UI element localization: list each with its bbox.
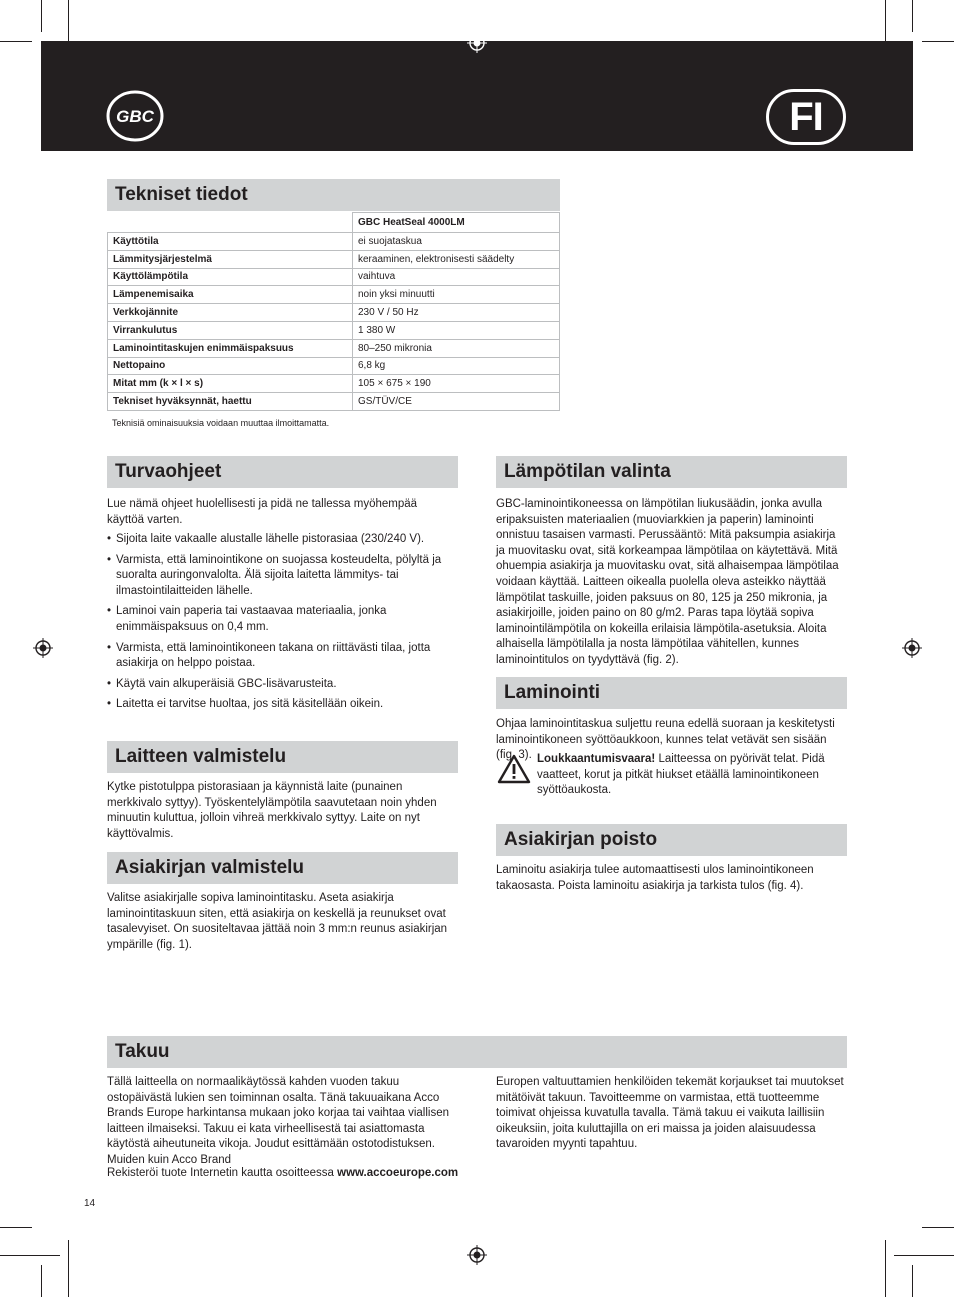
registration-mark-icon <box>467 33 487 53</box>
warning-label: Loukkaantumisvaara! <box>537 753 656 765</box>
laminating-text: Ohjaa laminointitaskua suljettu reuna edellä suoraan ja keskitetysti laminointikoneen syöttöaukkoon, kunnes telat vetävät sen sisään (fig. 3). <box>496 718 835 762</box>
registration-mark-icon <box>902 638 922 658</box>
section-title-device-prep: Laitteen valmistelu <box>107 741 458 773</box>
spec-label: Lämmitysjärjestelmä <box>108 250 353 268</box>
temperature-text: GBC-laminointikoneessa on lämpötilan liukusäädin, jonka avulla eripaksuisten materiaalien (muoviarkkien ja paperin) laminointi onnistuu tasaisen varmasti. Perussääntö: Mitä paksumpia asiakirja ja muovitasku ovat, sitä korkeampaa lämpötilaa on käytettävä. Mitä ohuempia asiakirja ja muovitasku ovat, sitä alhaisempaa lämpötilaa voidaan käyttää. Laitteen oikealla puolella oleva asteikko näyttää lämpötilat taskuille, joiden paksuus on 80, 125 ja 250 mikronia, ja asiakirjoille, joiden paino on 80 g/m2. Paras tapa löytää sopiva laminointilämpötila on kokeilla erilaisia lämpötila-asetuksia. Aloita alhaisella lämpötilalla ja nosta lämpötilaa vähitellen, kunnes laminointitulos on tyydyttävä (fig. 2). <box>496 498 839 666</box>
table-row <box>108 321 560 339</box>
section-title-safety: Turvaohjeet <box>107 456 458 488</box>
list-item: • Käytä vain alkuperäisiä GBC-lisävarusteita. <box>107 677 463 693</box>
registration-mark-icon <box>33 638 53 658</box>
table-row <box>108 339 560 357</box>
crop-mark <box>885 1240 886 1297</box>
crop-mark <box>894 1255 954 1256</box>
crop-mark <box>41 0 42 32</box>
crop-mark <box>912 1265 913 1297</box>
spec-table <box>107 212 560 411</box>
spec-value: keraaminen, elektronisesti säädelty <box>353 250 560 268</box>
spec-label: Käyttötila <box>108 233 353 251</box>
warranty-text-right: Europen valtuuttamien henkilöiden tekemät korjaukset tai muutokset mitätöivät takuun. Tavoitteemme on varmistaa, että tuotteemme toimivat ohjeissa kuvatulla tavalla. Tämä takuu ei vaikuta laillisiin oikeuksiin, joita kuluttajilla on eri maissa ja joiden alaisuudessa tavaroiden myynti tapahtuu. <box>496 1076 844 1151</box>
section-title-temperature: Lämpötilan valinta <box>496 456 847 488</box>
spec-label: Nettopaino <box>108 357 353 375</box>
list-item: • Sijoita laite vakaalle alustalle lähelle pistorasiaa (230/240 V). <box>107 532 463 548</box>
language-badge: FI <box>766 89 846 145</box>
table-header-empty <box>108 213 353 233</box>
section-title-laminating: Laminointi <box>496 677 847 709</box>
spec-value: 80–250 mikronia <box>353 339 560 357</box>
page-number: 14 <box>84 1198 96 1209</box>
list-item: • Laminoi vain paperia tai vastaavaa materiaalia, jonka enimmäispaksuus on 0,4 mm. <box>107 604 463 635</box>
warranty-register <box>107 1166 467 1182</box>
list-item: • Laitetta ei tarvitse huoltaa, jos sitä käsitellään oikein. <box>107 697 463 713</box>
safety-list <box>107 532 463 718</box>
spec-label: Mitat mm (k × l × s) <box>108 375 353 393</box>
table-row <box>108 357 560 375</box>
spec-label: Käyttölämpötila <box>108 268 353 286</box>
spec-value: ei suojataskua <box>353 233 560 251</box>
spec-label: Tekniset hyväksynnät, haettu <box>108 393 353 411</box>
logo-text: GBC <box>116 107 154 126</box>
doc-prep-text: Valitse asiakirjalle sopiva laminointitasku. Aseta asiakirja laminointitaskuun siten, että asiakirja on keskellä ja reunukset ovat tasalevyiset. On suositeltavaa jättää noin 3 mm:n reunus asiakirjan ympärille (fig. 1). <box>107 892 448 951</box>
crop-mark <box>922 41 954 42</box>
table-header-row <box>108 213 560 233</box>
warning-triangle-icon <box>497 754 531 784</box>
safety-intro: Lue nämä ohjeet huolellisesti ja pidä ne tallessa myöhempää käyttöä varten. <box>107 498 418 526</box>
warning-text: Laitteessa on pyörivät telat. Pidä vaatteet, korut ja pitkät hiukset etäällä laminointikoneen syöttöaukosta. <box>537 753 825 797</box>
table-row <box>108 250 560 268</box>
section-title-doc-prep: Asiakirjan valmistelu <box>107 852 458 884</box>
spec-value: 1 380 W <box>353 321 560 339</box>
table-header-product: GBC HeatSeal 4000LM <box>353 213 560 233</box>
spec-label: Laminointitaskujen enimmäispaksuus <box>108 339 353 357</box>
table-row <box>108 393 560 411</box>
section-title-warranty: Takuu <box>107 1036 847 1068</box>
spec-value: 6,8 kg <box>353 357 560 375</box>
section-title-removal: Asiakirjan poisto <box>496 824 847 856</box>
table-row <box>108 286 560 304</box>
crop-mark <box>41 1265 42 1297</box>
crop-mark <box>912 0 913 32</box>
device-prep-text: Kytke pistotulppa pistorasiaan ja käynnistä laite (punainen merkkivalo syttyy). Työskentelylämpötila saavutetaan noin yhden minuutin kuluttua, jolloin vihreä merkkivalo syttyy. Laite on nyt käyttövalmis. <box>107 781 437 840</box>
crop-mark <box>0 1255 60 1256</box>
spec-value: 230 V / 50 Hz <box>353 304 560 322</box>
register-link[interactable]: www.accoeurope.com <box>337 1167 459 1179</box>
laminating-warning <box>537 752 846 799</box>
spec-value: vaihtuva <box>353 268 560 286</box>
registration-mark-icon <box>467 1245 487 1265</box>
spec-value: 105 × 675 × 190 <box>353 375 560 393</box>
register-text: Rekisteröi tuote Internetin kautta osoitteessa <box>107 1167 338 1179</box>
spec-label: Verkkojännite <box>108 304 353 322</box>
spec-label: Virrankulutus <box>108 321 353 339</box>
spec-label: Lämpenemisaika <box>108 286 353 304</box>
table-row <box>108 233 560 251</box>
crop-mark <box>0 1227 32 1228</box>
crop-mark <box>922 1227 954 1228</box>
table-row <box>108 304 560 322</box>
spec-note: Teknisiä ominaisuuksia voidaan muuttaa ilmoittamatta. <box>112 418 330 428</box>
warranty-text-left: Tällä laitteella on normaalikäytössä kahden vuoden takuu ostopäivästä lukien sen toiminnan osalta. Tänä takuuaikana Acco Brands Europe harkintansa mukaan joko korjaa tai vaihtaa viallisen laitteen ilmaiseksi. Takuu ei kata virheellisestä tai asiattomasta käytöstä aiheutuneita vikoja. Joudut esittämään ostotodistuksen. Muiden kuin Acco Brand <box>107 1076 450 1166</box>
table-row <box>108 268 560 286</box>
list-item: • Varmista, että laminointikoneen takana on riittävästi tilaa, jotta asiakirja on helppo poistaa. <box>107 641 463 672</box>
spec-value: noin yksi minuutti <box>353 286 560 304</box>
crop-mark <box>68 1240 69 1297</box>
gbc-logo-icon <box>106 90 164 142</box>
section-title-specs: Tekniset tiedot <box>107 179 560 211</box>
crop-mark <box>0 41 32 42</box>
table-row <box>108 375 560 393</box>
spec-value: GS/TÜV/CE <box>353 393 560 411</box>
removal-text: Laminoitu asiakirja tulee automaattisesti ulos laminointikoneen takaosasta. Poista laminoitu asiakirja ja tarkista tulos (fig. 4). <box>496 864 814 892</box>
list-item: • Varmista, että laminointikone on suojassa kosteudelta, pölyltä ja suoralta auringonvalolta. Älä sijoita laitetta lämmitys- tai ilmastointilaitteiden lähelle. <box>107 553 463 600</box>
